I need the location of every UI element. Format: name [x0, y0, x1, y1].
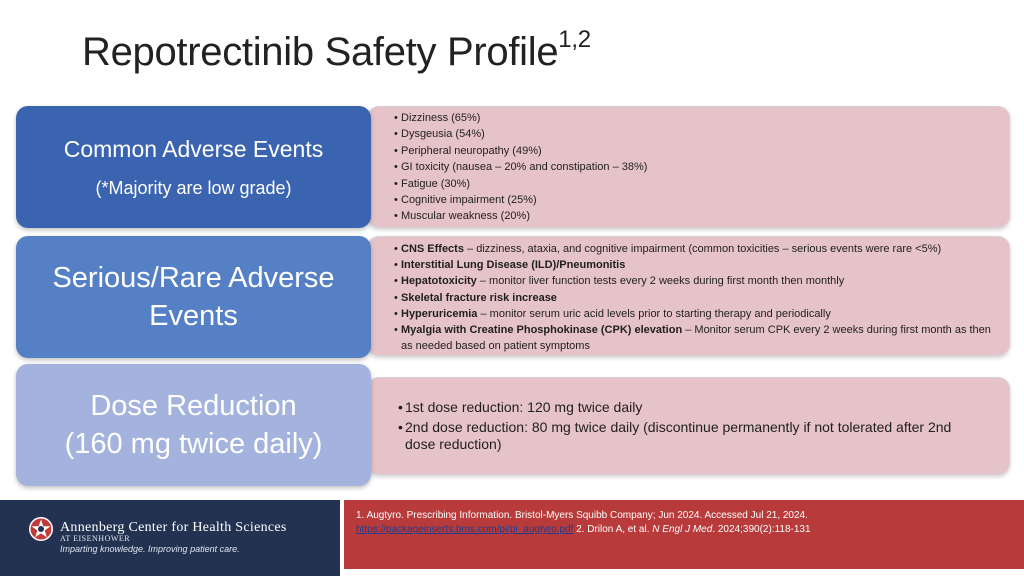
item-bold: Hepatotoxicity: [401, 275, 477, 288]
reference-2-journal: N Engl J Med: [652, 524, 713, 535]
reference-1-link[interactable]: https://packageinserts.bms.com/pi/pi_augtyro.pdf: [356, 524, 574, 535]
dose-reduction-dose: (160 mg twice daily): [64, 428, 323, 460]
org-location: AT EISENHOWER: [60, 534, 131, 543]
common-events-heading: Common Adverse Events: [63, 136, 324, 162]
item-text: – monitor serum uric acid levels prior to starting therapy and periodically: [477, 307, 831, 320]
list-item: • Dizziness (65%): [394, 110, 994, 126]
list-item: [394, 322, 994, 354]
list-item: • 2nd dose reduction: 80 mg twice daily (discontinue permanently if not tolerated after 2nd dose reduction): [398, 419, 978, 454]
list-item: • Cognitive impairment (25%): [394, 192, 994, 208]
org-tagline: Imparting knowledge. Improving patient care.: [60, 544, 240, 554]
list-item: [394, 306, 994, 322]
item-text: – Monitor serum CPK every 2 weeks during first month as then as needed based on patient symptoms: [401, 324, 991, 353]
reference-1: 1. Augtyro. Prescribing Information. Bristol-Myers Squibb Company; Jun 2024. Accessed Jul 21, 2024.: [356, 510, 808, 521]
list-item: [394, 257, 994, 273]
item-text: – monitor liver function tests every 2 weeks during first month then monthly: [476, 275, 845, 288]
common-events-list: [394, 110, 994, 225]
list-item: • Peripheral neuropathy (49%): [394, 143, 994, 159]
slide-title: [82, 25, 591, 75]
item-bold: Hyperuricemia: [401, 307, 478, 320]
list-item: • 1st dose reduction: 120 mg twice daily: [398, 399, 978, 417]
list-item: • Muscular weakness (20%): [394, 208, 994, 224]
serious-events-heading: Serious/Rare Adverse Events: [52, 262, 335, 332]
list-item: • Fatigue (30%): [394, 176, 994, 192]
list-item: • GI toxicity (nausea – 20% and constipation – 38%): [394, 159, 994, 175]
slide-title-text: Repotrectinib Safety Profile: [82, 30, 559, 74]
item-text: – dizziness, ataxia, and cognitive impairment (common toxicities – serious events were rare <5%): [463, 243, 942, 255]
item-bold: Interstitial Lung Disease (ILD)/Pneumonitis: [401, 259, 626, 272]
reference-2-citation: . 2024;390(2):118-131: [712, 524, 811, 535]
dose-reduction-list: [398, 399, 978, 456]
list-item: [394, 290, 994, 306]
org-name: Annenberg Center for Health Sciences: [60, 520, 287, 535]
references: [356, 509, 1011, 537]
list-item: [394, 273, 994, 289]
dose-reduction-heading: Dose Reduction: [90, 390, 297, 422]
item-bold: Skeletal fracture risk increase: [401, 291, 557, 304]
common-events-subheading: (*Majority are low grade): [95, 178, 292, 198]
list-item: [394, 241, 994, 257]
title-superscript: 1,2: [558, 25, 591, 53]
item-bold: CNS Effects: [401, 243, 464, 255]
dose-reduction-box: [16, 364, 371, 486]
serious-events-list: [394, 241, 994, 354]
reference-2: 2. Drilon A, et al.: [573, 524, 653, 535]
star-logo-icon: [28, 516, 54, 542]
list-item: • Dysgeusia (54%): [394, 126, 994, 142]
common-events-box: [16, 106, 371, 228]
item-bold: Myalgia with Creatine Phosphokinase (CPK) elevation: [401, 324, 683, 337]
serious-events-box: [16, 236, 371, 358]
